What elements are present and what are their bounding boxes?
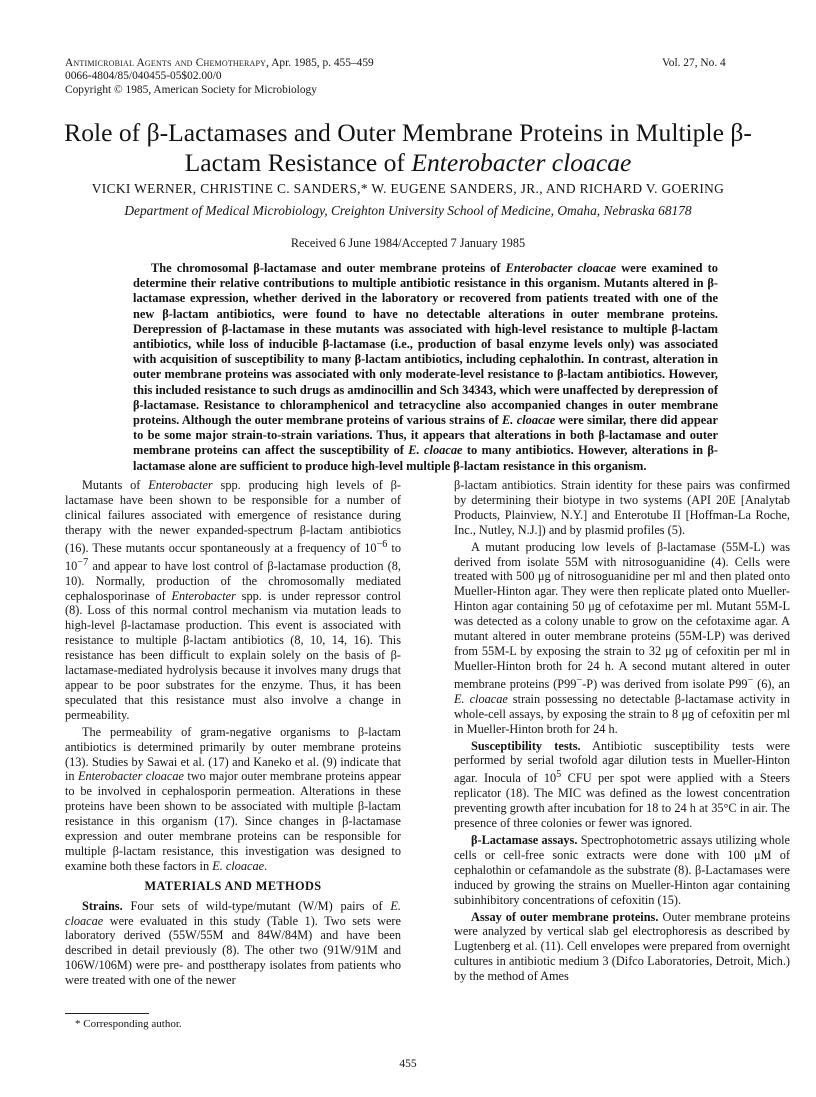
footnote-corresponding-author: * Corresponding author. (75, 1018, 182, 1030)
article-code: 0066-4804/85/040455-05$02.00/0 (65, 70, 222, 83)
journal-citation (65, 57, 374, 70)
paragraph-lactamase-assays: β-Lactamase assays. Spectrophotometric assays utilizing whole cells or cell-free sonic extracts were done with 100 μM of cephalothin or cefamandole as the substrate (8). β-Lactamases were induced by growing the strains on Mueller-Hinton agar containing subinhibitory concentrations of cefoxitin (15). (454, 833, 790, 907)
volume-label: Vol. 27, No. 4 (662, 57, 726, 69)
paragraph-membrane-assay: Assay of outer membrane proteins. Outer membrane proteins were analyzed by vertical slab gel electrophoresis as described by Lugtenberg et al. (11). Cell envelopes were prepared from overnight cultures in antibiotic medium 3 (Difco Laboratories, Detroit, Mich.) by the method of Ames (454, 909, 790, 984)
footnote-divider (65, 1013, 149, 1014)
journal-name: Antimicrobial Agents and Chemotherapy (65, 57, 267, 69)
author-list: VICKI WERNER, CHRISTINE C. SANDERS,* W. EUGENE SANDERS, JR., AND RICHARD V. GOERING (91, 181, 725, 196)
affiliation: Department of Medical Microbiology, Creighton University School of Medicine, Omaha, Nebraska 68178 (124, 203, 692, 218)
paragraph-intro-1: Mutants of Enterobacter spp. producing high levels of β-lactamase have been shown to be responsible for a number of clinical failures associated with emergence of resistance during therapy with the newer expanded-spectrum β-lactam antibiotics (16). These mutants occur spontaneously at a frequency of $10^{-6}$ to $10^{-7}$ and appear to have lost control of β-lactamase production (8, 10). Normally, production of the chromosomally mediated cephalosporinase of Enterobacter spp. is under repressor control (8). Loss of this normal control mechanism via mutation leads to high-level β-lactamase production. This event is associated with resistance to multiple β-lactam antibiotics (8, 10, 14, 16). This resistance has been difficult to explain solely on the basis of β-lactamase-mediated hydrolysis because it involves many drugs that appear to be poor substrates for the enzyme. Thus, it has been speculated that this resistance must also involve a change in permeability. (65, 478, 401, 722)
issue-line: , Apr. 1985, p. 455–459 (266, 57, 374, 69)
abstract: The chromosomal β-lactamase and outer membrane proteins of Enterobacter cloacae were examined to determine their relative contributions to multiple antibiotic resistance in this organism. Mutants altered in β-lactamase expression, whether derived in the laboratory or recovered from patients treated with one of the new β-lactam antibiotics, were found to have no detectable alterations in outer membrane proteins. Derepression of β-lactamase in these mutants was associated with high-level resistance to multiple β-lactam antibiotics, while loss of inducible β-lactamase (i.e., production of basal enzyme levels only) was associated with acquisition of susceptibility to many β-lactam antibiotics, including cephalothin. In contrast, alteration in outer membrane proteins was associated with only moderate-level resistance to β-lactam antibiotics. However, this included resistance to such drugs as amdinocillin and Sch 34343, which were unaffected by derepression of β-lactamase. Resistance to chloramphenicol and tetracycline also accompanied changes in outer membrane proteins. Although the outer membrane proteins of various strains of E. cloacae were similar, there did appear to be some major strain-to-strain variations. Thus, it appears that alterations in both β-lactamase and outer membrane proteins can affect the susceptibility of E. cloacae to many antibiotics. However, alterations in β-lactamase alone are sufficient to produce high-level multiple β-lactam resistance in this organism. (133, 261, 718, 473)
received-dates: Received 6 June 1984/Accepted 7 January 1985 (290, 236, 526, 250)
copyright-line: Copyright © 1985, American Society for Microbiology (65, 83, 317, 96)
title-line-2: Lactam Resistance of (184, 148, 412, 177)
body-column-right (454, 478, 790, 986)
paragraph-susceptibility: Susceptibility tests. Antibiotic susceptibility tests were performed by serial twofold agar dilution tests in Mueller-Hinton agar. Inocula of $10^5$ CFU per spot were applied with a Steers replicator (18). The MIC was defined as the lowest concentration preventing growth after incubation for 18 to 24 h at 35°C in air. The presence of three colonies or fewer was ignored. (454, 738, 790, 831)
article-title (40, 118, 776, 178)
running-header (65, 57, 374, 97)
paragraph-strains: Strains. Four sets of wild-type/mutant (W/M) pairs of E. cloacae were evaluated in this study (Table 1). Two sets were laboratory derived (55W/55M and 84W/84M) and have been described in detail previously (8). The other two (91W/91M and 106W/106M) were pre- and posttherapy isolates from patients who were treated with one of the newer (65, 898, 401, 988)
body-column-left (65, 478, 401, 990)
paragraph-strain-identity: β-lactam antibiotics. Strain identity for these pairs was confirmed by determining their biotype in two systems (API 20E [Analytab Products, Plainview, N.Y.] and Enterotube II [Hoffman-La Roche, Inc., Nutley, N.J.]) and by plasmid profiles (5). (454, 478, 790, 537)
page-number: 455 (399, 1058, 417, 1070)
paragraph-mutants: A mutant producing low levels of β-lactamase (55M-L) was derived from isolate 55M with nitrosoguanidine (4). Cells were treated with 500 μg of nitrosoguanidine per ml and then plated onto Mueller-Hinton agar. They were then replicate plated onto Mueller-Hinton agar containing 50 μg of cefotaxime per ml. Mutant 55M-L was detected as a colony unable to grow on the cefotaxime agar. A mutant altered in outer membrane proteins (55M-LP) was derived from 55M-L by exposing the strain to 32 μg of cefoxitin per ml in Mueller-Hinton broth for 24 h. A second mutant altered in outer membrane proteins (P99−-P) was derived from isolate P99− (6), an E. cloacae strain possessing no detectable β-lactamase activity in whole-cell assays, by exposing the strain to 8 μg of cefoxitin per ml in Mueller-Hinton broth for 24 h. (454, 539, 790, 736)
title-line-1: Role of β-Lactamases and Outer Membrane Proteins in Multiple β- (64, 118, 752, 147)
title-organism: Enterobacter cloacae (411, 148, 632, 177)
section-heading-methods: MATERIALS AND METHODS (144, 878, 322, 893)
paragraph-intro-2: The permeability of gram-negative organisms to β-lactam antibiotics is determined primarily by outer membrane proteins (13). Studies by Sawai et al. (17) and Kaneko et al. (9) indicate that in Enterobacter cloacae two major outer membrane proteins appear to be involved in cephalosporin permeation. Alterations in these proteins have been shown to be associated with multiple β-lactam resistance in this organism (17). Since changes in β-lactamase expression and outer membrane proteins can be responsible for multiple β-lactam resistance, this investigation was designed to examine both these factors in E. cloacae. (65, 724, 401, 873)
